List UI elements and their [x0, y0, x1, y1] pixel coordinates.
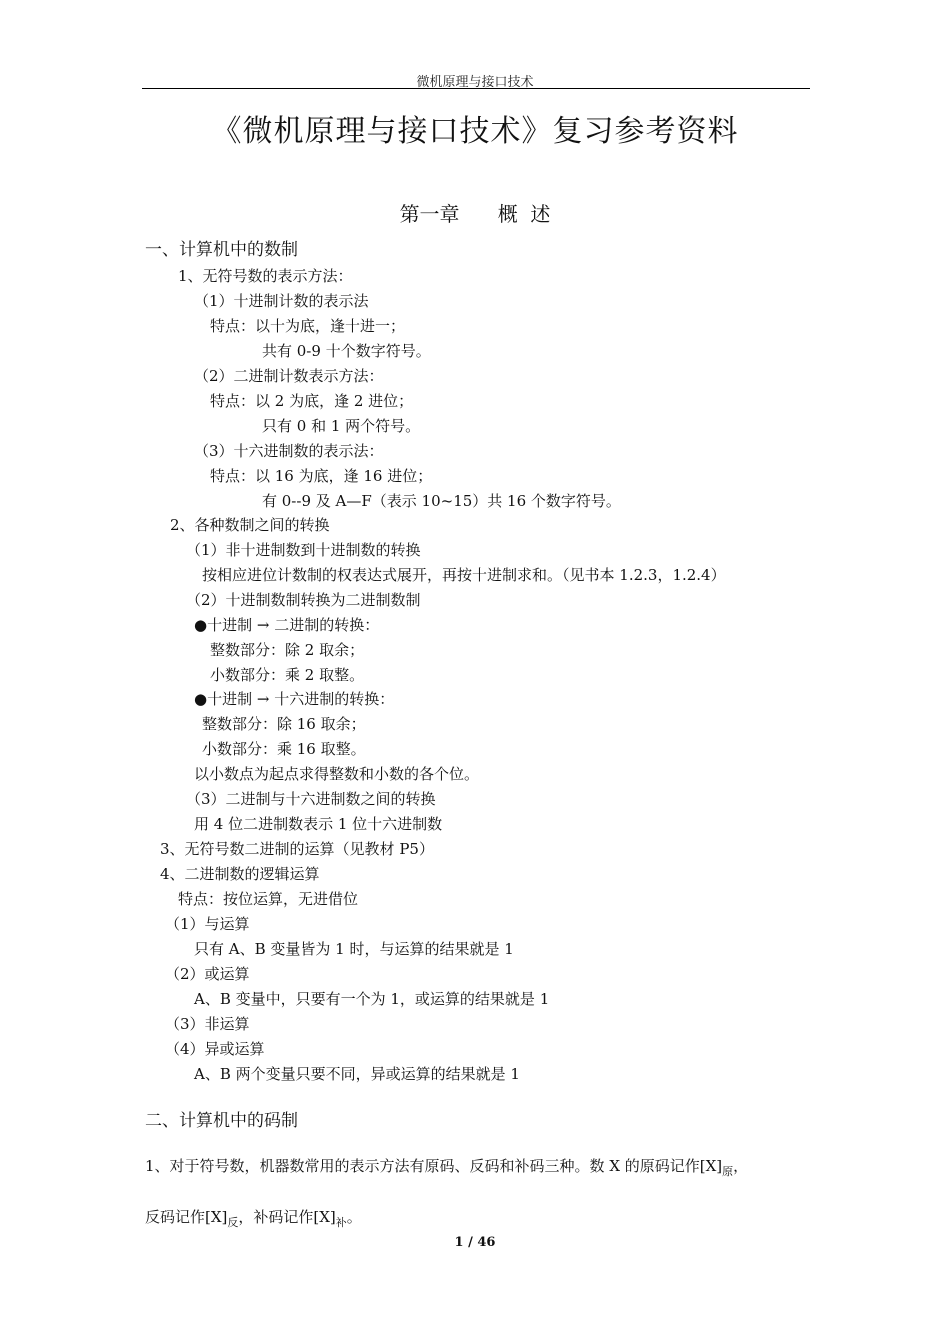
- text-line: （3）十六进制数的表示法：: [194, 442, 384, 460]
- text-line: 按相应进位计数制的权表达式展开，再按十进制求和。（见书本 1.2.3，1.2.4）: [202, 566, 726, 584]
- text-line: 只有 0 和 1 两个符号。: [262, 417, 421, 435]
- text-line: 整数部分：除 2 取余；: [210, 641, 365, 659]
- paragraph-line: [145, 1155, 748, 1179]
- text-line: 特点：以十为底，逢十进一；: [210, 317, 406, 335]
- text-line: 小数部分：乘 16 取整。: [202, 740, 366, 758]
- text-line: 3、无符号数二进制的运算（见教材 P5）: [160, 840, 434, 858]
- text-line: 共有 0-9 十个数字符号。: [262, 342, 431, 360]
- subscript: 补: [335, 1216, 347, 1229]
- text-line: （2）或运算: [165, 965, 250, 983]
- text-line: 特点：按位运算，无进借位: [178, 890, 359, 908]
- text-line: A、B 两个变量只要不同，异或运算的结果就是 1: [194, 1065, 520, 1083]
- text-line: 有 0--9 及 A—F（表示 10~15）共 16 个数字符号。: [262, 492, 621, 510]
- bullet-line: ●十进制 → 十六进制的转换：: [194, 690, 395, 708]
- text-line: 小数部分：乘 2 取整。: [210, 666, 365, 684]
- section-heading: 二、计算机中的码制: [145, 1111, 298, 1131]
- text-line: 整数部分：除 16 取余；: [202, 715, 366, 733]
- page-number: 1 / 46: [454, 1235, 496, 1250]
- text-line: （1）非十进制数到十进制数的转换: [186, 541, 421, 559]
- text-line: （2）二进制计数表示方法：: [194, 367, 384, 385]
- subscript: 反: [227, 1216, 239, 1229]
- text-line: （1）与运算: [165, 915, 250, 933]
- paragraph-text: ，: [733, 1157, 749, 1175]
- text-line: （2）十进制数制转换为二进制数制: [186, 591, 421, 609]
- header-rule: [142, 88, 810, 89]
- paragraph-text: ，补码记作[X]: [238, 1208, 336, 1226]
- subscript: 原: [722, 1165, 734, 1178]
- text-line: 用 4 位二进制数表示 1 位十六进制数: [194, 815, 443, 833]
- paragraph-text: 1、对于符号数，机器数常用的表示方法有原码、反码和补码三种。数 X 的原码记作[X]: [145, 1157, 723, 1175]
- document-title: 《微机原理与接口技术》复习参考资料: [211, 114, 739, 149]
- text-line: 特点：以 2 为底，逢 2 进位；: [210, 392, 414, 410]
- text-line: A、B 变量中，只要有一个为 1，或运算的结果就是 1: [194, 990, 550, 1008]
- text-line: 只有 A、B 变量皆为 1 时，与运算的结果就是 1: [194, 940, 514, 958]
- text-line: 特点：以 16 为底，逢 16 进位；: [210, 467, 433, 485]
- text-line: （3）非运算: [165, 1015, 250, 1033]
- text-line: 2、各种数制之间的转换: [170, 516, 330, 534]
- text-line: （3）二进制与十六进制数之间的转换: [186, 790, 436, 808]
- chapter-heading: 第一章 概 述: [399, 202, 551, 226]
- paragraph-text: 。: [346, 1208, 362, 1226]
- text-line: 1、无符号数的表示方法：: [178, 267, 353, 285]
- text-line: （1）十进制计数的表示法: [194, 292, 369, 310]
- bullet-line: ●十进制 → 二进制的转换：: [194, 616, 380, 634]
- text-line: （4）异或运算: [165, 1040, 265, 1058]
- paragraph-line: [145, 1206, 362, 1230]
- text-line: 4、二进制数的逻辑运算: [160, 865, 320, 883]
- paragraph-text: 反码记作[X]: [145, 1208, 228, 1226]
- section-heading: 一、计算机中的数制: [145, 240, 298, 260]
- text-line: 以小数点为起点求得整数和小数的各个位。: [194, 765, 480, 783]
- running-header: 微机原理与接口技术: [416, 75, 534, 90]
